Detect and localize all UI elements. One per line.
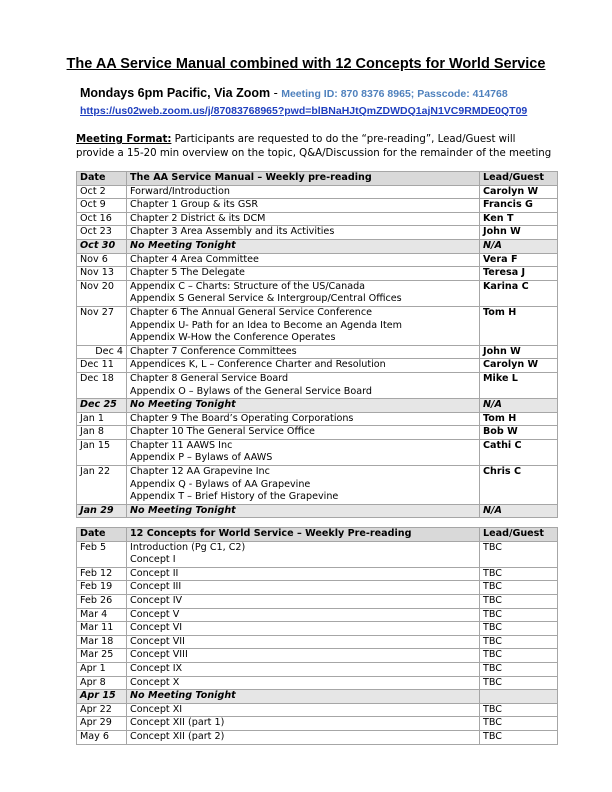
reading-line: Chapter 12 AA Grapevine Inc: [130, 466, 270, 478]
reading-cell: [127, 594, 480, 608]
reading-header: 12 Concepts for World Service – Weekly Pre-reading: [127, 528, 480, 542]
date-cell: Feb 26: [77, 594, 127, 608]
reading-line: Chapter 6 The Annual General Service Conference: [130, 306, 373, 318]
reading-line: Chapter 1 Group & its GSR: [130, 199, 259, 211]
reading-line: Concept X: [130, 676, 180, 688]
reading-cell: [127, 412, 480, 426]
reading-cell: [127, 662, 480, 676]
table-row: [77, 306, 558, 345]
table-row: [77, 253, 558, 267]
meeting-format: [76, 133, 556, 161]
reading-cell: [127, 185, 480, 199]
reading-header: The AA Service Manual – Weekly pre-reading: [127, 172, 480, 186]
reading-line: Chapter 7 Conference Committees: [130, 345, 297, 357]
table-row: [77, 412, 558, 426]
reading-cell: [127, 253, 480, 267]
table-row: [77, 359, 558, 373]
date-cell: Nov 6: [77, 253, 127, 267]
lead-cell: TBC: [480, 649, 558, 663]
lead-cell: John W: [480, 226, 558, 240]
table-row: [77, 541, 558, 567]
date-cell: Feb 19: [77, 581, 127, 595]
lead-cell: Karina C: [480, 280, 558, 306]
lead-cell: TBC: [480, 594, 558, 608]
reading-line: Appendix P – Bylaws of AAWS: [130, 452, 273, 464]
reading-line: No Meeting Tonight: [130, 690, 236, 702]
reading-line: Concept II: [130, 567, 179, 579]
date-cell: Apr 8: [77, 676, 127, 690]
reading-cell: [127, 581, 480, 595]
table-row: [77, 594, 558, 608]
lead-cell: TBC: [480, 703, 558, 717]
date-cell: Jan 22: [77, 466, 127, 505]
date-cell: Dec 18: [77, 372, 127, 398]
reading-line: Appendix S General Service & Intergroup/Central Offices: [130, 293, 402, 305]
reading-line: No Meeting Tonight: [130, 399, 236, 411]
lead-cell: John W: [480, 345, 558, 359]
date-cell: Oct 9: [77, 199, 127, 213]
date-cell: Nov 27: [77, 306, 127, 345]
reading-line: Concept XII (part 2): [130, 730, 225, 742]
table-row: [77, 267, 558, 281]
date-header: Date: [77, 528, 127, 542]
date-cell: Mar 25: [77, 649, 127, 663]
header-row: [77, 528, 558, 542]
reading-line: Appendix O – Bylaws of the General Service Board: [130, 385, 373, 397]
table-row: [77, 703, 558, 717]
date-cell: Oct 16: [77, 212, 127, 226]
reading-cell: [127, 466, 480, 505]
date-cell: Jan 1: [77, 412, 127, 426]
date-cell: May 6: [77, 730, 127, 744]
table-row: [77, 280, 558, 306]
lead-cell: Ken T: [480, 212, 558, 226]
reading-line: Chapter 10 The General Service Office: [130, 426, 315, 438]
reading-line: Appendix Q - Bylaws of AA Grapevine: [130, 478, 311, 490]
table-row: [77, 567, 558, 581]
reading-line: Appendix U- Path for an Idea to Become an Agenda Item: [130, 319, 402, 331]
reading-cell: [127, 212, 480, 226]
date-cell: Oct 23: [77, 226, 127, 240]
table-row: [77, 239, 558, 253]
reading-cell: [127, 649, 480, 663]
date-cell: Dec 25: [77, 399, 127, 413]
lead-cell: TBC: [480, 567, 558, 581]
reading-cell: [127, 717, 480, 731]
reading-cell: [127, 399, 480, 413]
reading-line: No Meeting Tonight: [130, 239, 236, 251]
table-row: [77, 399, 558, 413]
lead-cell: N/A: [480, 239, 558, 253]
lead-cell: Vera F: [480, 253, 558, 267]
lead-header: Lead/Guest: [480, 528, 558, 542]
reading-cell: [127, 267, 480, 281]
reading-cell: [127, 199, 480, 213]
meeting-dash: -: [270, 86, 282, 100]
lead-cell: TBC: [480, 622, 558, 636]
reading-line: Appendix C – Charts: Structure of the US/Canada: [130, 280, 366, 292]
reading-line: Chapter 5 The Delegate: [130, 267, 245, 279]
reading-cell: [127, 280, 480, 306]
table-row: [77, 426, 558, 440]
lead-cell: Francis G: [480, 199, 558, 213]
reading-line: Appendix W-How the Conference Operates: [130, 332, 336, 344]
service-manual-table: [76, 171, 558, 518]
lead-cell: TBC: [480, 541, 558, 567]
reading-cell: [127, 226, 480, 240]
reading-line: Concept IX: [130, 662, 183, 674]
reading-line: Concept IV: [130, 594, 183, 606]
lead-cell: Tom H: [480, 306, 558, 345]
date-cell: Jan 15: [77, 439, 127, 465]
date-cell: Mar 18: [77, 635, 127, 649]
table-row: [77, 199, 558, 213]
reading-cell: [127, 676, 480, 690]
reading-line: Concept V: [130, 608, 180, 620]
table-row: [77, 622, 558, 636]
reading-cell: [127, 622, 480, 636]
reading-cell: [127, 306, 480, 345]
reading-cell: [127, 608, 480, 622]
reading-line: Concept I: [130, 554, 176, 566]
reading-line: Chapter 8 General Service Board: [130, 372, 289, 384]
lead-cell: Bob W: [480, 426, 558, 440]
lead-cell: [480, 690, 558, 704]
table-row: [77, 504, 558, 518]
lead-cell: Tom H: [480, 412, 558, 426]
reading-line: Chapter 9 The Board’s Operating Corporations: [130, 412, 354, 424]
meeting-info: [80, 86, 508, 100]
document-title: The AA Service Manual combined with 12 Concepts for World Service: [66, 56, 546, 72]
reading-line: No Meeting Tonight: [130, 504, 236, 516]
date-cell: Jan 8: [77, 426, 127, 440]
table-row: [77, 662, 558, 676]
table-row: [77, 730, 558, 744]
table-row: [77, 185, 558, 199]
table-row: [77, 212, 558, 226]
reading-line: Chapter 4 Area Committee: [130, 253, 259, 265]
lead-cell: TBC: [480, 662, 558, 676]
meeting-id-passcode: Meeting ID: 870 8376 8965; Passcode: 414768: [281, 88, 508, 100]
reading-cell: [127, 372, 480, 398]
zoom-link[interactable]: https://us02web.zoom.us/j/87083768965?pwd=blBNaHJtQmZDWDQ1ajN1VC9RMDE0QT09: [80, 105, 528, 117]
reading-line: Chapter 11 AAWS Inc: [130, 439, 233, 451]
reading-line: Concept XI: [130, 703, 183, 715]
lead-cell: N/A: [480, 504, 558, 518]
date-cell: Dec 4: [77, 345, 127, 359]
date-cell: Apr 1: [77, 662, 127, 676]
reading-line: Introduction (Pg C1, C2): [130, 541, 246, 553]
table-row: [77, 372, 558, 398]
table-row: [77, 581, 558, 595]
date-cell: Apr 22: [77, 703, 127, 717]
reading-cell: [127, 239, 480, 253]
reading-cell: [127, 504, 480, 518]
reading-line: Appendices K, L – Conference Charter and Resolution: [130, 359, 386, 371]
date-cell: Oct 2: [77, 185, 127, 199]
table-row: [77, 676, 558, 690]
table-row: [77, 649, 558, 663]
concepts-table: [76, 527, 558, 745]
lead-cell: Carolyn W: [480, 359, 558, 373]
lead-cell: Carolyn W: [480, 185, 558, 199]
date-cell: Mar 11: [77, 622, 127, 636]
table-row: [77, 466, 558, 505]
reading-line: Chapter 3 Area Assembly and its Activities: [130, 226, 335, 238]
date-cell: Apr 29: [77, 717, 127, 731]
date-cell: Dec 11: [77, 359, 127, 373]
reading-cell: [127, 359, 480, 373]
date-cell: Nov 20: [77, 280, 127, 306]
date-cell: Nov 13: [77, 267, 127, 281]
reading-cell: [127, 690, 480, 704]
table-row: [77, 608, 558, 622]
reading-line: Forward/Introduction: [130, 185, 230, 197]
reading-line: Appendix T – Brief History of the Grapevine: [130, 491, 339, 503]
lead-cell: TBC: [480, 581, 558, 595]
reading-line: Concept VI: [130, 622, 183, 634]
reading-line: Concept VIII: [130, 649, 188, 661]
reading-line: Concept XII (part 1): [130, 717, 225, 729]
reading-line: Concept VII: [130, 635, 185, 647]
reading-cell: [127, 703, 480, 717]
date-header: Date: [77, 172, 127, 186]
lead-cell: Cathi C: [480, 439, 558, 465]
date-cell: Jan 29: [77, 504, 127, 518]
table-row: [77, 226, 558, 240]
date-cell: Feb 12: [77, 567, 127, 581]
date-cell: Mar 4: [77, 608, 127, 622]
reading-cell: [127, 426, 480, 440]
reading-cell: [127, 541, 480, 567]
reading-cell: [127, 730, 480, 744]
meeting-format-text: Participants are requested to do the “pre-reading”, Lead/Guest will provide a 15-20 min overview on the topic, Q&A/Discussion for the remainder of the meeting: [76, 134, 552, 159]
lead-cell: TBC: [480, 730, 558, 744]
table-row: [77, 717, 558, 731]
date-cell: Feb 5: [77, 541, 127, 567]
table-row: [77, 690, 558, 704]
lead-header: Lead/Guest: [480, 172, 558, 186]
meeting-format-label: Meeting Format:: [76, 134, 172, 145]
reading-cell: [127, 635, 480, 649]
lead-cell: Chris C: [480, 466, 558, 505]
lead-cell: TBC: [480, 717, 558, 731]
date-cell: Apr 15: [77, 690, 127, 704]
reading-line: Chapter 2 District & its DCM: [130, 212, 266, 224]
table-row: [77, 439, 558, 465]
reading-cell: [127, 439, 480, 465]
meeting-schedule: Mondays 6pm Pacific, Via Zoom: [80, 86, 271, 100]
table-row: [77, 345, 558, 359]
lead-cell: TBC: [480, 635, 558, 649]
lead-cell: TBC: [480, 676, 558, 690]
table-row: [77, 635, 558, 649]
lead-cell: Mike L: [480, 372, 558, 398]
reading-cell: [127, 345, 480, 359]
lead-cell: N/A: [480, 399, 558, 413]
date-cell: Oct 30: [77, 239, 127, 253]
reading-line: Concept III: [130, 581, 182, 593]
lead-cell: Teresa J: [480, 267, 558, 281]
header-row: [77, 172, 558, 186]
reading-cell: [127, 567, 480, 581]
lead-cell: TBC: [480, 608, 558, 622]
